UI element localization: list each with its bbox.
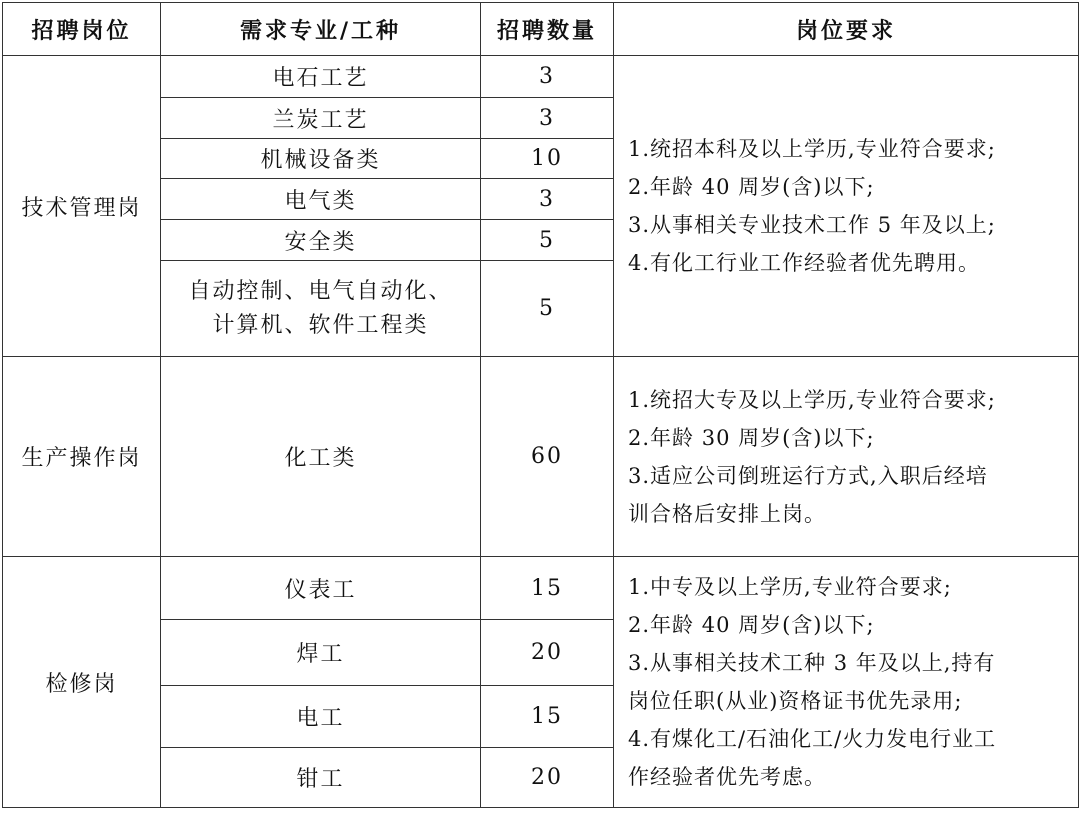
major-cell: 钳工: [161, 748, 481, 808]
requirements-cell-tech: [614, 56, 1079, 357]
requirement-line: 作经验者优先考虑。: [628, 765, 826, 789]
requirement-line: 3.从事相关专业技术工作 5 年及以上;: [628, 213, 996, 237]
position-cell-tech: 技术管理岗: [3, 56, 161, 357]
major-cell: 机械设备类: [161, 139, 481, 179]
major-line: 自动控制、电气自动化、: [188, 278, 453, 304]
count-cell: 3: [481, 56, 614, 98]
count-cell: 60: [481, 357, 614, 557]
requirement-line: 2.年龄 40 周岁(含)以下;: [628, 613, 875, 637]
count-cell: 20: [481, 748, 614, 808]
recruitment-table: [2, 2, 1079, 808]
major-cell: 电气类: [161, 179, 481, 220]
count-cell: 10: [481, 139, 614, 179]
major-cell: 仪表工: [161, 557, 481, 620]
major-line: 计算机、软件工程类: [212, 312, 429, 338]
requirements-cell-maintenance: [614, 557, 1079, 808]
header-row: [3, 3, 1079, 56]
count-cell: 15: [481, 557, 614, 620]
header-requirements: 岗位要求: [614, 3, 1079, 56]
requirement-line: 2.年龄 40 周岁(含)以下;: [628, 175, 875, 199]
count-cell: 15: [481, 686, 614, 748]
requirement-line: 训合格后安排上岗。: [628, 501, 826, 526]
requirement-line: 1.统招大专及以上学历,专业符合要求;: [628, 387, 996, 412]
header-position: 招聘岗位: [3, 3, 161, 56]
header-major: 需求专业/工种: [161, 3, 481, 56]
requirement-line: 1.中专及以上学历,专业符合要求;: [628, 575, 952, 599]
position-cell-maintenance: 检修岗: [3, 557, 161, 808]
table-row: [3, 56, 1079, 98]
requirements-cell-production: [614, 357, 1079, 557]
requirement-line: 4.有化工行业工作经验者优先聘用。: [628, 251, 981, 275]
count-cell: 3: [481, 98, 614, 139]
major-cell: 电石工艺: [161, 56, 481, 98]
table-row: [3, 557, 1079, 620]
major-cell: 化工类: [161, 357, 481, 557]
count-cell: 20: [481, 620, 614, 686]
requirement-line: 2.年龄 30 周岁(含)以下;: [628, 425, 875, 450]
requirement-line: 1.统招本科及以上学历,专业符合要求;: [628, 137, 996, 161]
table-row: [3, 357, 1079, 557]
requirement-line: 3.从事相关技术工种 3 年及以上,持有: [628, 651, 996, 675]
position-cell-production: 生产操作岗: [3, 357, 161, 557]
requirement-line: 岗位任职(从业)资格证书优先录用;: [628, 689, 963, 713]
count-cell: 5: [481, 261, 614, 357]
major-cell: 电工: [161, 686, 481, 748]
count-cell: 3: [481, 179, 614, 220]
count-cell: 5: [481, 220, 614, 261]
header-count: 招聘数量: [481, 3, 614, 56]
major-cell: 安全类: [161, 220, 481, 261]
major-cell: 焊工: [161, 620, 481, 686]
requirement-line: 4.有煤化工/石油化工/火力发电行业工: [628, 727, 997, 751]
major-cell-multiline: [161, 261, 481, 357]
major-cell: 兰炭工艺: [161, 98, 481, 139]
requirement-line: 3.适应公司倒班运行方式,入职后经培: [628, 463, 988, 488]
